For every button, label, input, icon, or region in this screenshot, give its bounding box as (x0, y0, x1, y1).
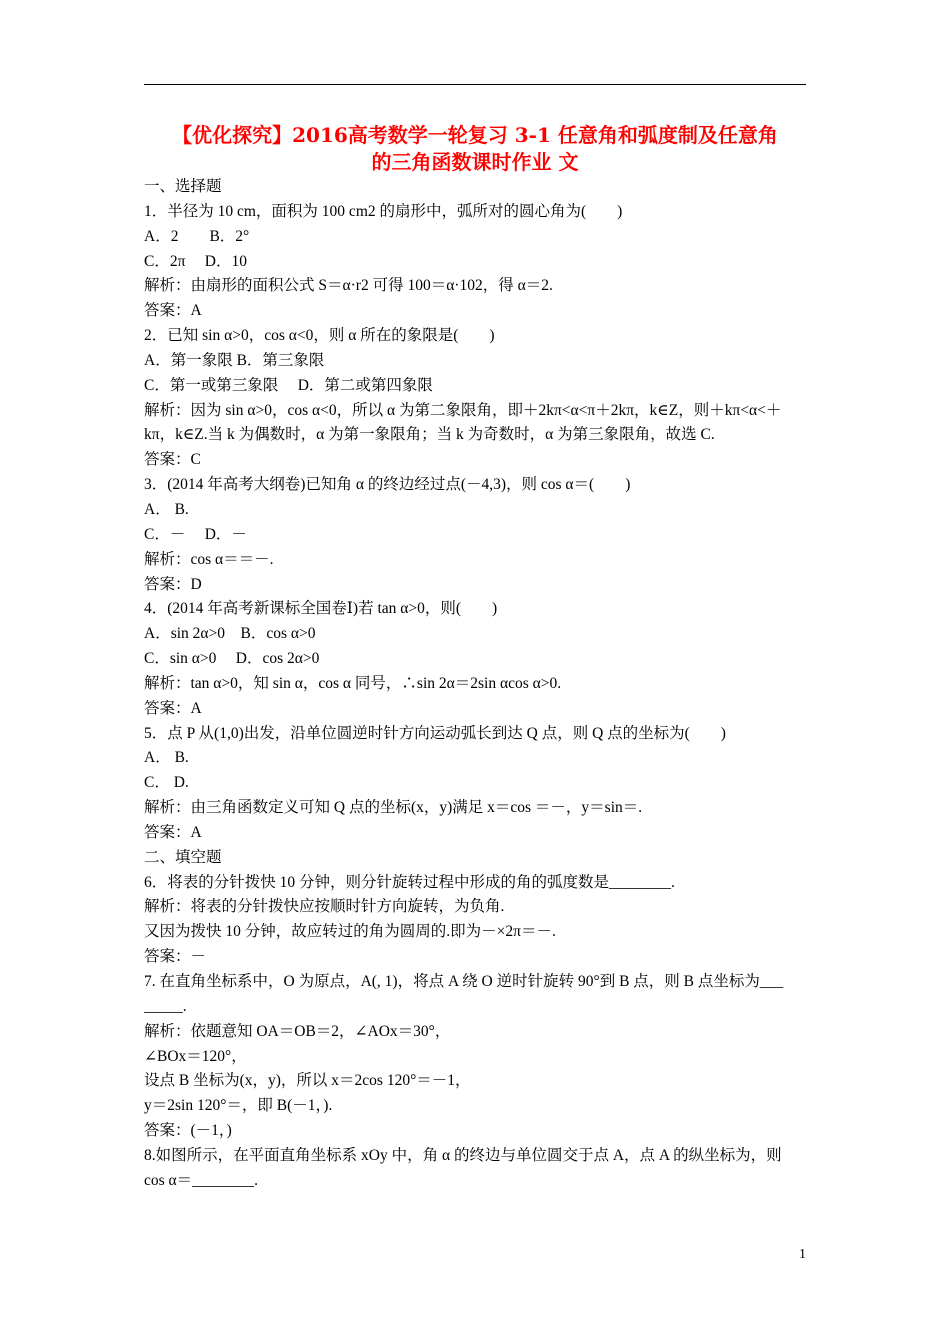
text-line: A． B. (144, 500, 189, 518)
text-line: A．第一象限 B．第三象限 (144, 351, 325, 369)
text-line: 解析：因为 sin α>0，cos α<0，所以 α 为第二象限角，即＋2kπ<α<π＋2kπ，k∈Z，则＋kπ<α<＋ (144, 401, 782, 419)
text-line: 答案：A (144, 302, 202, 320)
text-line: 一、选择题 (144, 178, 222, 195)
text-line: 又因为拨快 10 分钟，故应转过的角为圆周的.即为－×2π＝－. (144, 923, 556, 941)
page-number: 1 (799, 1247, 806, 1262)
text-line: 解析：tan α>0，知 sin α，cos α 同号，∴sin 2α＝2sin αcos α>0. (144, 674, 562, 692)
header-rule (144, 84, 806, 85)
text-line: C．－ D．－ (144, 525, 247, 543)
text-line: 二、填空题 (144, 848, 222, 866)
text-line: kπ，k∈Z.当 k 为偶数时，α 为第一象限角；当 k 为奇数时，α 为第三象限角，故选 C. (144, 426, 715, 444)
text-line: 解析：由三角函数定义可知 Q 点的坐标(x，y)满足 x＝cos ＝－，y＝sin＝. (144, 799, 643, 817)
text-line: C．2π D．10 (144, 252, 247, 270)
text-line: A．2 B．2° (144, 227, 250, 245)
text-line: 7. 在直角坐标系中，O 为原点，A(, 1)，将点 A 绕 O 逆时针旋转 90°到 B 点，则 B 点坐标为___ (144, 973, 784, 990)
text-line: 解析：由扇形的面积公式 S＝α·r2 可得 100＝α·102，得 α＝2. (144, 277, 553, 295)
text-line: 6．将表的分针拨快 10 分钟，则分针旋转过程中形成的角的弧度数是________. (144, 873, 675, 891)
text-line: 1．半径为 10 cm，面积为 100 cm2 的扇形中，弧所对的圆心角为( ) (144, 202, 623, 220)
text-line: 3．(2014 年高考大纲卷)已知角 α 的终边经过点(－4,3)，则 cos α＝( ) (144, 476, 631, 494)
text-line: 2．已知 sin α>0，cos α<0，则 α 所在的象限是( ) (144, 327, 495, 345)
text-line: 答案：A (144, 823, 202, 841)
text-line: ∠BOx＝120°， (144, 1047, 247, 1065)
text-line: 答案：A (144, 699, 202, 717)
text-line: cos α＝________. (144, 1171, 259, 1189)
document-title (144, 122, 806, 176)
text-line: 8.如图所示，在平面直角坐标系 xOy 中，角 α 的终边与单位圆交于点 A，点 A 的纵坐标为，则 (144, 1146, 782, 1164)
text-line: 答案：(－1，) (144, 1122, 232, 1140)
text-line: 5．点 P 从(1,0)出发，沿单位圆逆时针方向运动弧长到达 Q 点，则 Q 点的坐标为( ) (144, 724, 726, 742)
text-line: 解析：依题意知 OA＝OB＝2，∠AOx＝30°， (144, 1022, 451, 1040)
title-line: 的三角函数课时作业 文 (371, 150, 579, 174)
text-line: 设点 B 坐标为(x，y)，所以 x＝2cos 120°＝－1， (144, 1072, 471, 1090)
text-line: C．sin α>0 D．cos 2α>0 (144, 650, 320, 668)
title-line: 【优化探究】2016高考数学一轮复习 3-1 任意角和弧度制及任意角 (172, 123, 778, 147)
text-line: _____. (144, 997, 187, 1015)
text-line: y＝2sin 120°＝，即 B(－1，). (144, 1097, 333, 1115)
text-line: 答案：C (144, 451, 201, 469)
text-line: C．第一或第三象限 D．第二或第四象限 (144, 376, 433, 394)
text-line: 答案：D (144, 575, 202, 593)
text-line: A．sin 2α>0 B．cos α>0 (144, 625, 316, 643)
document-body (144, 175, 806, 1194)
text-line: C． D. (144, 774, 189, 792)
text-line: A． B. (144, 749, 189, 767)
text-line: 4．(2014 年高考新课标全国卷Ⅰ)若 tan α>0，则( ) (144, 600, 498, 618)
text-line: 解析：将表的分针拨快应按顺时针方向旋转，为负角. (144, 898, 505, 916)
text-line: 答案：－ (144, 948, 207, 966)
text-line: 解析：cos α＝＝－. (144, 550, 274, 568)
